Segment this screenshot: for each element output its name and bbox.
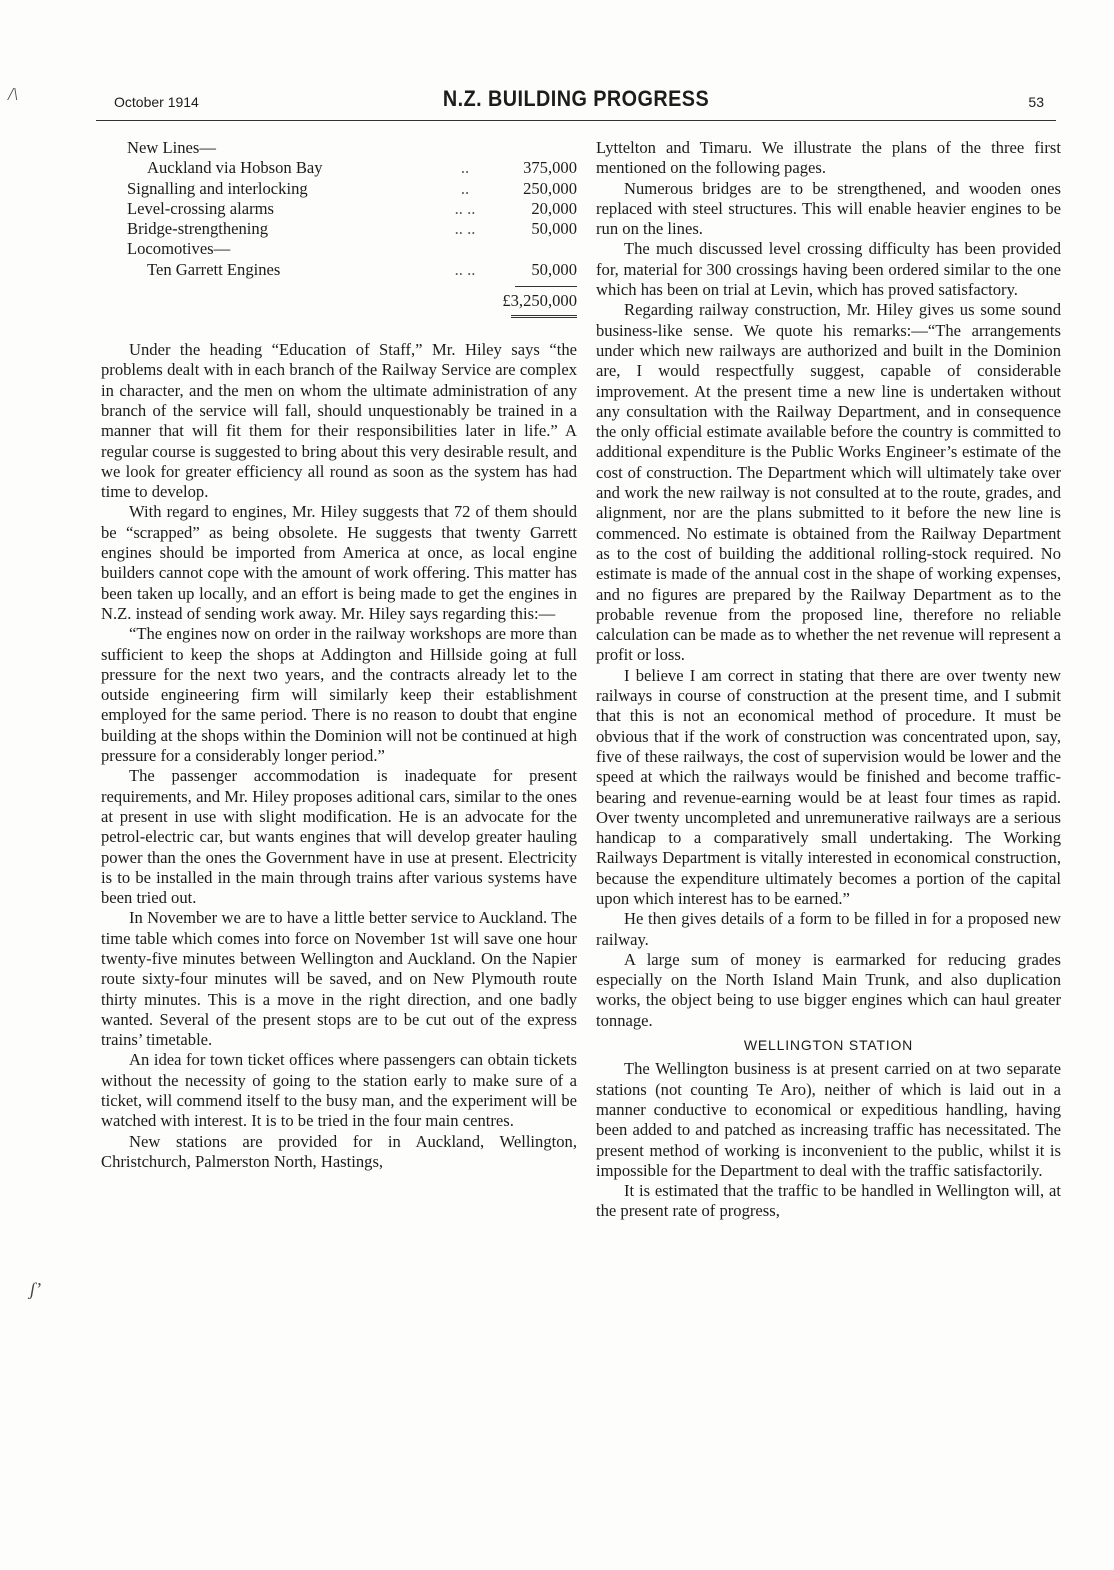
paragraph: It is estimated that the traffic to be handled in Wellington will, at the present rate of progress, bbox=[596, 1181, 1061, 1221]
ledger-dots bbox=[445, 138, 485, 158]
ledger-dots: .. .. bbox=[454, 259, 476, 279]
ledger-row bbox=[127, 260, 577, 280]
paragraph: The much discussed level crossing difficulty has been provided for, material for 300 crossings having been ordered similar to the one which has been on trial at Levin, which has proved satisfactory. bbox=[596, 239, 1061, 300]
ledger-row bbox=[127, 179, 577, 199]
ledger-label: Locomotives— bbox=[127, 239, 231, 259]
ledger-row bbox=[127, 239, 577, 259]
ledger-dots: .. bbox=[460, 178, 470, 198]
ledger-dots bbox=[445, 239, 485, 259]
ledger-label: Auckland via Hobson Bay bbox=[147, 158, 323, 178]
ledger-amount bbox=[485, 239, 577, 259]
ledger-total-rule bbox=[511, 315, 577, 318]
running-head bbox=[96, 86, 1056, 118]
ledger-label: Bridge-strengthening bbox=[127, 219, 269, 239]
ledger-subtotal-rule bbox=[515, 286, 577, 287]
publication-title: N.Z. BUILDING PROGRESS bbox=[442, 86, 710, 111]
paragraph: I believe I am correct in stating that there are over twenty new railways in course of construction at the present time, and I submit that this is not an economical method of procedure. It must be obvious that if the work of construction was concentrated upon, say, five of these railways, the cost of supervision would be lower and the speed at which the railways would be finished and become traffic-bearing and revenue-earning would be at least four times as rapid. Over twenty uncompleted and unremunerative railways are a serious handicap to a comparatively small undertaking. The Working Railways Department is vitally interested in economical construction, because the expenditure ultimately becomes a portion of the capital upon which interest has to be earned.” bbox=[596, 665, 1061, 908]
paragraph: The Wellington business is at present carried on at two separate stations (not counting Te Aro), neither of which is laid out in a manner conductive to economical or expeditious handling, having been added to and patched as increasing traffic has necessitated. The present method of working is inconvenient to the public, whilst it is impossible for the Department to deal with the traffic satisfactorily. bbox=[596, 1059, 1061, 1180]
quoted-paragraph: “The engines now on order in the railway workshops are more than sufficient to keep the shops at Addington and Hillside going at full pressure for the next two years, and the contracts already let to the outside engineering firm will similarly keep their establishment employed for the same period. There is no reason to doubt that engine building at the shops within the Dominion will not be continued at high pressure for a considerably longer period.” bbox=[101, 624, 577, 766]
paragraph: Under the heading “Education of Staff,” Mr. Hiley says “the problems dealt with in each branch of the Railway Service are complex in character, and the men on whom the ultimate administration of any branch of the service will fall, should unquestionably be trained in a manner that will fit them for their responsibilities later in life.” A regular course is suggested to bring about this very desirable result, and we look for greater efficiency all round as soon as the system has had time to develop. bbox=[101, 340, 577, 502]
ledger-amount: 20,000 bbox=[531, 198, 577, 218]
ledger-amount: 250,000 bbox=[523, 178, 577, 198]
ledger-label: New Lines— bbox=[127, 138, 216, 157]
ledger-label: Level-crossing alarms bbox=[127, 198, 274, 218]
issue-date: October 1914 bbox=[114, 94, 199, 110]
paragraph: Lyttelton and Timaru. We illustrate the plans of the three first mentioned on the following pages. bbox=[596, 138, 1061, 178]
header-rule bbox=[96, 120, 1056, 121]
right-column bbox=[596, 138, 1061, 1222]
ledger-amount: 50,000 bbox=[531, 259, 577, 279]
paragraph: Regarding railway construction, Mr. Hiley gives us some sound business-like sense. We quote his remarks:—“The arrangements under which new railways are authorized and built in the Dominion are, I would respectfully suggest, capable of considerable improvement. At the present time a new line is undertaken without any consultation with the Railway Department, and in consequence the only official estimate available before the country is committed to additional expenditure is the Public Works Engineer’s estimate of the cost of construction. The Department which will ultimately take over and work the new railway is not consulted at to the route, grades, and alignment, nor are the plans submitted to it before the new line is commenced. No estimate is obtained from the Railway Department as to the cost of building the additional rolling-stock required. No estimate is made of the annual cost in the shape of working expenses, and no figures are prepared by the Railway Department as to the probable revenue from the proposed line, therefore no reliable calculation can be made as to whether the net revenue will represent a profit or loss. bbox=[596, 300, 1061, 665]
paragraph: An idea for town ticket offices where passengers can obtain tickets without the necessity of going to the station early to make sure of a ticket, will commend itself to the busy man, and the experiment will be watched with interest. It is to be tried in the four main centres. bbox=[101, 1050, 577, 1131]
ledger-row bbox=[127, 158, 577, 178]
paragraph: He then gives details of a form to be filled in for a proposed new railway. bbox=[596, 909, 1061, 949]
ledger-row bbox=[127, 199, 577, 219]
ledger-amount: 375,000 bbox=[523, 158, 577, 178]
ledger-dots: .. .. bbox=[454, 219, 476, 239]
ledger-dots: .. bbox=[460, 158, 470, 178]
ledger-label: Ten Garrett Engines bbox=[147, 259, 281, 279]
left-column bbox=[101, 138, 577, 1172]
paragraph: With regard to engines, Mr. Hiley suggests that 72 of them should be “scrapped” as being obsolete. He suggests that twenty Garrett engines should be imported from America at once, as local engine builders cannot cope with the amount of work offering. This matter has been taken up locally, and an effort is being made to get the engines in N.Z. instead of sending work away. Mr. Hiley says regarding this:— bbox=[101, 502, 577, 623]
ledger-label: Signalling and interlocking bbox=[127, 178, 308, 198]
ledger-total: £3,250,000 bbox=[502, 291, 577, 311]
paragraph: New stations are provided for in Auckland, Wellington, Christchurch, Palmerston North, Hastings, bbox=[101, 1131, 577, 1171]
paragraph: In November we are to have a little better service to Auckland. The time table which comes into force on November 1st will save one hour twenty-five minutes between Wellington and Auckland. On the Napier route sixty-four minutes will be saved, and on New Plymouth route thirty minutes. This is a move in the right direction, and one badly wanted. Several of the present stops are to be cut out of the express trains’ timetable. bbox=[101, 908, 577, 1050]
margin-mark-top: /\ bbox=[8, 84, 19, 104]
paragraph: A large sum of money is earmarked for reducing grades especially on the North Island Main Trunk, and also duplication works, the object being to use bigger engines which can haul greater tonnage. bbox=[596, 949, 1061, 1030]
margin-mark-bottom: ʃʼ bbox=[30, 1279, 42, 1299]
ledger-dots: .. .. bbox=[454, 198, 476, 218]
paragraph: Numerous bridges are to be strengthened, and wooden ones replaced with steel structures. This will enable heavier engines to be run on the lines. bbox=[596, 178, 1061, 239]
section-heading: WELLINGTON STATION bbox=[743, 1037, 914, 1054]
ledger-amount bbox=[485, 138, 577, 158]
ledger-row bbox=[127, 219, 577, 239]
ledger-amount: 50,000 bbox=[531, 219, 577, 239]
ledger-total-row bbox=[127, 289, 577, 313]
estimates-ledger bbox=[127, 138, 577, 318]
paragraph: The passenger accommodation is inadequate for present requirements, and Mr. Hiley proposes aditional cars, similar to the ones at present in use with slight modification. He is an advocate for the petrol-electric car, but wants engines that will develop greater hauling power than the ones the Government have in use at present. Electricity is to be installed in the main through trains after various systems have been tried out. bbox=[101, 766, 577, 908]
ledger-row bbox=[127, 138, 577, 158]
page-number: 53 bbox=[1028, 94, 1044, 110]
